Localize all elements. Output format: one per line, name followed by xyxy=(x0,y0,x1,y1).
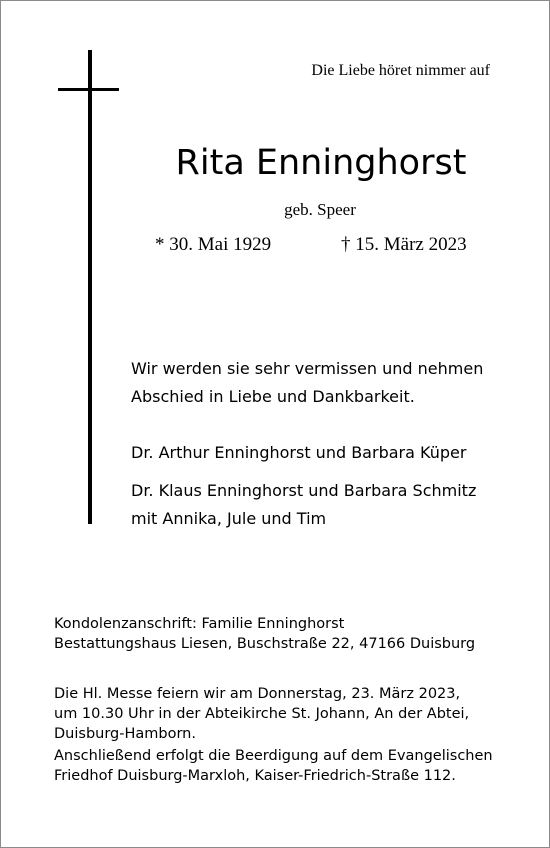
cross-icon-bar xyxy=(58,88,119,91)
condolence-line: Kondolenzanschrift: Familie Enninghorst xyxy=(54,616,345,632)
burial-line: Friedhof Duisburg-Marxloh, Kaiser-Friedrich-Straße 112. xyxy=(54,768,456,784)
death-date: † 15. März 2023 xyxy=(341,234,467,255)
motto: Die Liebe höret nimmer auf xyxy=(311,62,490,79)
mourners-group xyxy=(131,477,476,533)
mass-line: Duisburg-Hamborn. xyxy=(54,726,196,742)
mourner-line: mit Annika, Jule und Tim xyxy=(131,509,327,528)
deceased-name: Rita Enninghorst xyxy=(175,143,467,183)
message-line: Wir werden sie sehr vermissen und nehmen xyxy=(131,359,484,378)
burial-info xyxy=(54,746,493,786)
condolence-line: Bestattungshaus Liesen, Buschstraße 22, 47166 Duisburg xyxy=(54,636,476,652)
message-line: Abschied in Liebe und Dankbarkeit. xyxy=(131,387,415,406)
condolence-address xyxy=(54,614,475,654)
mass-line: um 10.30 Uhr in der Abteikirche St. Johann, An der Abtei, xyxy=(54,706,470,722)
mourner-line: Dr. Arthur Enninghorst und Barbara Küper xyxy=(131,443,467,462)
maiden-name: geb. Speer xyxy=(284,200,356,219)
burial-line: Anschließend erfolgt die Beerdigung auf dem Evangelischen xyxy=(54,748,493,764)
message-text xyxy=(131,355,483,411)
mass-info xyxy=(54,684,469,744)
birth-date: * 30. Mai 1929 xyxy=(155,234,272,255)
mourner-line: Dr. Klaus Enninghorst und Barbara Schmitz xyxy=(131,481,477,500)
mass-line: Die Hl. Messe feiern wir am Donnerstag, 23. März 2023, xyxy=(54,686,461,702)
cross-icon xyxy=(88,50,92,524)
